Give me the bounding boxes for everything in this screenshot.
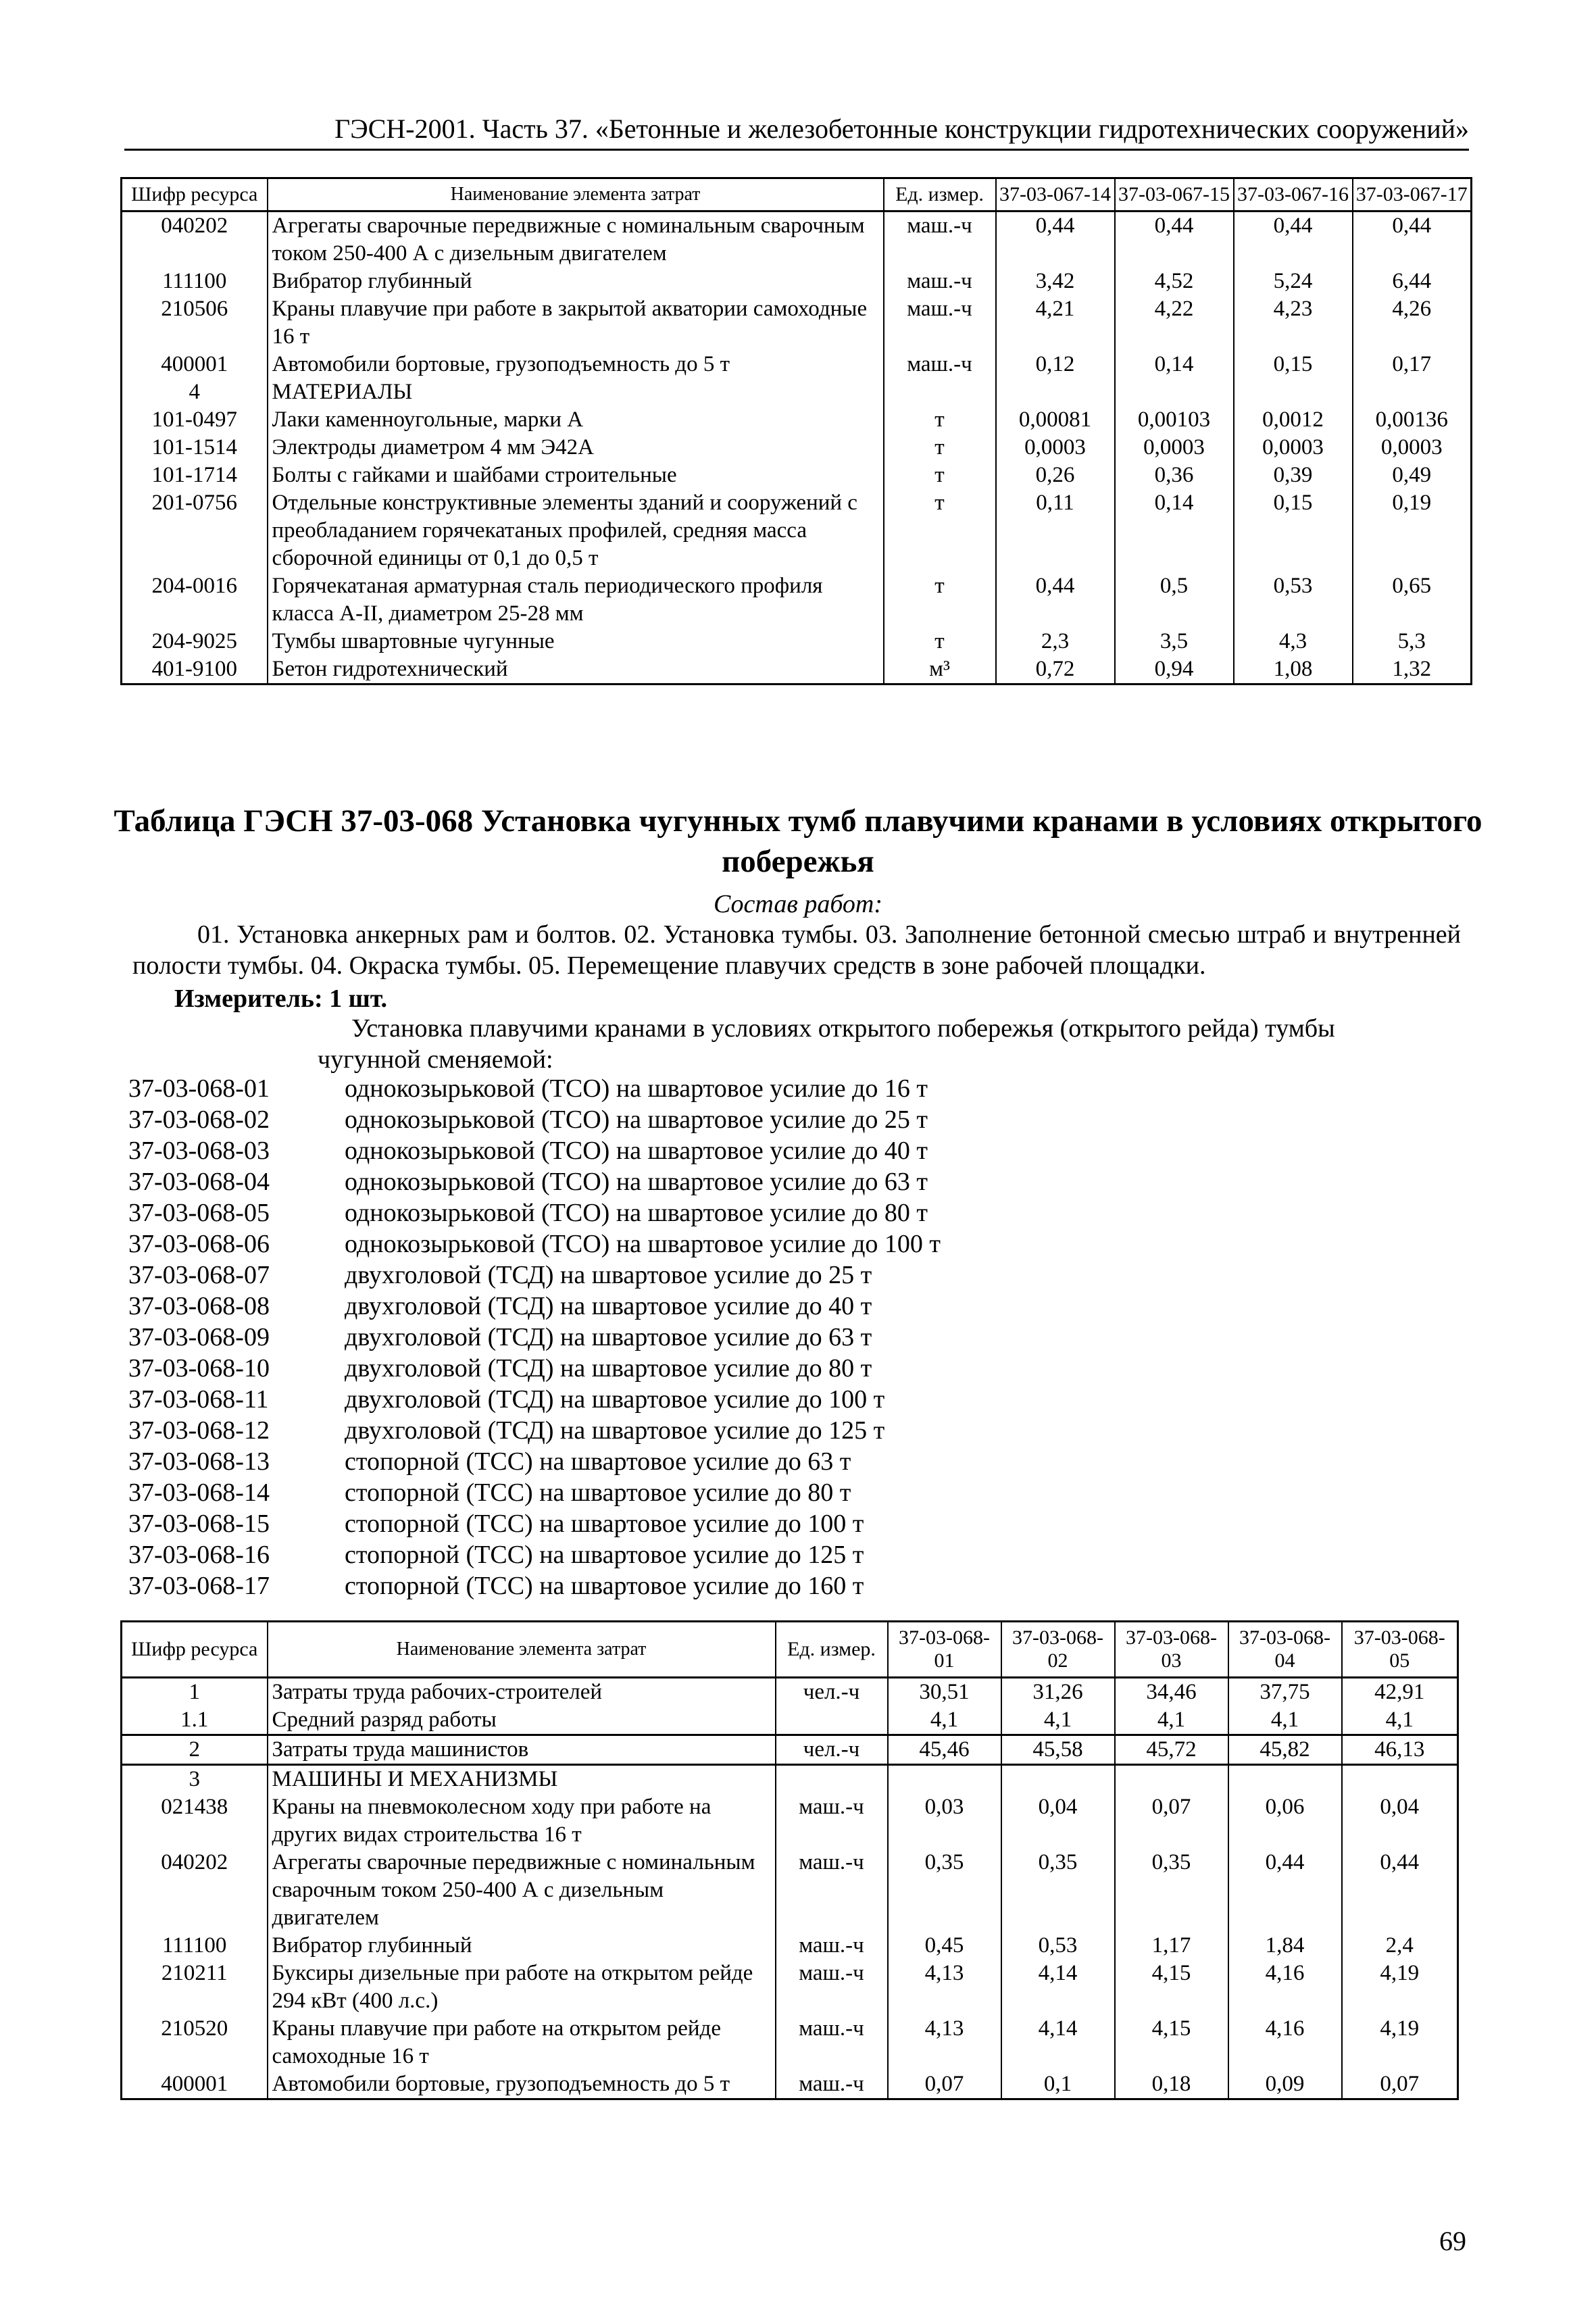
table-row bbox=[122, 489, 1472, 572]
value-cell: 0,00136 bbox=[1353, 406, 1472, 434]
norm-code: 37-03-068-14 bbox=[128, 1478, 270, 1507]
resource-code: 210211 bbox=[122, 1960, 268, 2015]
header-col-2: 37-03-068-02 bbox=[1001, 1622, 1115, 1678]
resource-name: Затраты труда рабочих-строителей bbox=[268, 1678, 776, 1707]
header-col-2: 37-03-067-15 bbox=[1115, 178, 1234, 211]
value-cell: 0,44 bbox=[1353, 211, 1472, 268]
value-cell: 5,24 bbox=[1234, 268, 1353, 295]
list-item bbox=[128, 1477, 941, 1508]
norm-code: 37-03-068-01 bbox=[128, 1074, 270, 1103]
resource-name: Краны плавучие при работе на открытом рейде самоходные 16 т bbox=[268, 2015, 776, 2070]
value-cell: 31,26 bbox=[1001, 1678, 1115, 1707]
table-row bbox=[122, 2070, 1458, 2099]
resource-table-068 bbox=[120, 1620, 1459, 2100]
value-cell: 0,14 bbox=[1115, 351, 1234, 378]
table-row bbox=[122, 1960, 1458, 2015]
unit-cell: т bbox=[884, 628, 996, 655]
norm-description: стопорной (ТСС) на швартовое усилие до 80 т bbox=[345, 1478, 851, 1507]
value-cell: 0,53 bbox=[1001, 1932, 1115, 1960]
value-cell: 0,49 bbox=[1353, 462, 1472, 489]
norm-description: однокозырьковой (ТСО) на швартовое усилие до 16 т bbox=[345, 1074, 928, 1103]
norm-description: однокозырьковой (ТСО) на швартовое усилие до 80 т bbox=[345, 1199, 928, 1227]
resource-code: 1.1 bbox=[122, 1706, 268, 1735]
value-cell: 45,82 bbox=[1228, 1735, 1342, 1765]
value-cell: 0,94 bbox=[1115, 655, 1234, 684]
value-cell: 4,16 bbox=[1228, 2015, 1342, 2070]
table-row bbox=[122, 572, 1472, 628]
resource-name: Горячекатаная арматурная сталь периодического профиля класса А-II, диаметром 25-28 мм bbox=[268, 572, 884, 628]
value-cell: 0,44 bbox=[1234, 211, 1353, 268]
resource-code: 111100 bbox=[122, 268, 268, 295]
value-cell: 0,07 bbox=[1342, 2070, 1458, 2099]
norm-description: двухголовой (ТСД) на швартовое усилие до 40 т bbox=[345, 1292, 872, 1320]
table-row bbox=[122, 1932, 1458, 1960]
value-cell: 0,65 bbox=[1353, 572, 1472, 628]
norm-items-list bbox=[128, 1073, 941, 1601]
table-row bbox=[122, 1678, 1458, 1707]
unit-cell: маш.-ч bbox=[776, 1960, 888, 2015]
norm-code: 37-03-068-07 bbox=[128, 1261, 270, 1289]
section-heading: МАШИНЫ И МЕХАНИЗМЫ bbox=[268, 1765, 776, 1794]
value-cell: 6,44 bbox=[1353, 268, 1472, 295]
work-composition-label: Состав работ: bbox=[713, 890, 883, 918]
header-col-1: 37-03-068-01 bbox=[888, 1622, 1001, 1678]
norm-description: однокозырьковой (ТСО) на швартовое усилие до 63 т bbox=[345, 1168, 928, 1196]
table-row bbox=[122, 2015, 1458, 2070]
resource-name: Агрегаты сварочные передвижные с номинальным сварочным током 250-400 А с дизельным двигателем bbox=[268, 1849, 776, 1932]
unit-cell: т bbox=[884, 434, 996, 462]
value-cell: 0,07 bbox=[888, 2070, 1001, 2099]
unit-cell bbox=[776, 1706, 888, 1735]
value-cell: 0,06 bbox=[1228, 1793, 1342, 1849]
unit-cell bbox=[884, 378, 996, 406]
work-composition: 01. Установка анкерных рам и болтов. 02. Установка тумбы. 03. Заполнение бетонной смесью штраб и внутренней полости тумбы. 04. Окраска тумбы. 05. Перемещение плавучих средств в зоне рабочей площадки. bbox=[132, 920, 1461, 980]
unit-cell: маш.-ч bbox=[776, 2015, 888, 2070]
items-intro: Установка плавучими кранами в условиях открытого побережья (открытого рейда) тумбы чугунной сменяемой: bbox=[318, 1014, 1335, 1074]
list-item bbox=[128, 1353, 941, 1384]
resource-code: 040202 bbox=[122, 211, 268, 268]
header-col-4: 37-03-068-04 bbox=[1228, 1622, 1342, 1678]
section-row bbox=[122, 378, 1472, 406]
unit-cell: м³ bbox=[884, 655, 996, 684]
unit-cell: маш.-ч bbox=[776, 1793, 888, 1849]
table-row bbox=[122, 211, 1472, 268]
norm-code: 37-03-068-12 bbox=[128, 1416, 270, 1445]
resource-code: 400001 bbox=[122, 2070, 268, 2099]
value-cell: 4,1 bbox=[888, 1706, 1001, 1735]
value-cell: 2,3 bbox=[996, 628, 1115, 655]
list-item bbox=[128, 1570, 941, 1601]
table-row bbox=[122, 628, 1472, 655]
value-cell: 4,1 bbox=[1228, 1706, 1342, 1735]
unit-cell: чел.-ч bbox=[776, 1735, 888, 1765]
value-cell: 34,46 bbox=[1115, 1678, 1228, 1707]
value-cell: 3,5 bbox=[1115, 628, 1234, 655]
value-cell: 4,16 bbox=[1228, 1960, 1342, 2015]
value-cell: 45,46 bbox=[888, 1735, 1001, 1765]
header-code: Шифр ресурса bbox=[122, 1622, 268, 1678]
measure-label: Измеритель: bbox=[174, 985, 323, 1013]
value-cell: 0,53 bbox=[1234, 572, 1353, 628]
header-unit: Ед. измер. bbox=[884, 178, 996, 211]
value-cell: 37,75 bbox=[1228, 1678, 1342, 1707]
resource-code: 204-0016 bbox=[122, 572, 268, 628]
value-cell: 0,44 bbox=[1228, 1849, 1342, 1932]
header-col-3: 37-03-068-03 bbox=[1115, 1622, 1228, 1678]
value-cell: 0,72 bbox=[996, 655, 1115, 684]
resource-code: 201-0756 bbox=[122, 489, 268, 572]
value-cell: 0,26 bbox=[996, 462, 1115, 489]
norm-description: однокозырьковой (ТСО) на швартовое усилие до 100 т bbox=[345, 1230, 941, 1258]
resource-name: Болты с гайками и шайбами строительные bbox=[268, 462, 884, 489]
header-name: Наименование элемента затрат bbox=[268, 1622, 776, 1678]
header-name: Наименование элемента затрат bbox=[268, 178, 884, 211]
list-item bbox=[128, 1073, 941, 1104]
header-col-4: 37-03-067-17 bbox=[1353, 178, 1472, 211]
value-cell: 0,44 bbox=[996, 211, 1115, 268]
table-row bbox=[122, 1793, 1458, 1849]
page-number: 69 bbox=[1439, 2226, 1466, 2256]
resource-code: 210506 bbox=[122, 295, 268, 351]
value-cell: 0,5 bbox=[1115, 572, 1234, 628]
list-item bbox=[128, 1415, 941, 1446]
value-cell: 4,23 bbox=[1234, 295, 1353, 351]
value-cell: 0,39 bbox=[1234, 462, 1353, 489]
resource-code: 040202 bbox=[122, 1849, 268, 1932]
norm-code: 37-03-068-15 bbox=[128, 1510, 270, 1538]
value-cell bbox=[1115, 1765, 1228, 1794]
section-row bbox=[122, 1765, 1458, 1794]
value-cell bbox=[1115, 378, 1234, 406]
value-cell: 0,09 bbox=[1228, 2070, 1342, 2099]
value-cell bbox=[1001, 1765, 1115, 1794]
norm-description: стопорной (ТСС) на швартовое усилие до 100 т bbox=[345, 1510, 864, 1538]
norm-description: двухголовой (ТСД) на швартовое усилие до 100 т bbox=[345, 1385, 885, 1414]
unit-cell: т bbox=[884, 489, 996, 572]
value-cell: 30,51 bbox=[888, 1678, 1001, 1707]
table-row bbox=[122, 406, 1472, 434]
value-cell: 4,14 bbox=[1001, 1960, 1115, 2015]
table-row bbox=[122, 268, 1472, 295]
value-cell: 46,13 bbox=[1342, 1735, 1458, 1765]
unit-cell: т bbox=[884, 572, 996, 628]
norm-description: двухголовой (ТСД) на швартовое усилие до 80 т bbox=[345, 1354, 872, 1383]
value-cell: 0,18 bbox=[1115, 2070, 1228, 2099]
norm-description: стопорной (ТСС) на швартовое усилие до 125 т bbox=[345, 1541, 864, 1569]
resource-code: 101-0497 bbox=[122, 406, 268, 434]
value-cell: 4,26 bbox=[1353, 295, 1472, 351]
norm-description: двухголовой (ТСД) на швартовое усилие до 125 т bbox=[345, 1416, 885, 1445]
list-item bbox=[128, 1508, 941, 1539]
value-cell: 4,13 bbox=[888, 2015, 1001, 2070]
value-cell: 4,15 bbox=[1115, 1960, 1228, 2015]
resource-name: Бетон гидротехнический bbox=[268, 655, 884, 684]
unit-cell: маш.-ч bbox=[884, 351, 996, 378]
list-item bbox=[128, 1166, 941, 1197]
list-item bbox=[128, 1104, 941, 1135]
value-cell bbox=[996, 378, 1115, 406]
table-row bbox=[122, 1849, 1458, 1932]
value-cell: 5,3 bbox=[1353, 628, 1472, 655]
value-cell: 0,44 bbox=[1342, 1849, 1458, 1932]
value-cell: 1,17 bbox=[1115, 1932, 1228, 1960]
norm-description: однокозырьковой (ТСО) на швартовое усилие до 40 т bbox=[345, 1137, 928, 1165]
value-cell: 4,19 bbox=[1342, 2015, 1458, 2070]
header-unit: Ед. измер. bbox=[776, 1622, 888, 1678]
value-cell: 0,44 bbox=[1115, 211, 1234, 268]
value-cell: 0,14 bbox=[1115, 489, 1234, 572]
value-cell: 0,45 bbox=[888, 1932, 1001, 1960]
norm-code: 37-03-068-02 bbox=[128, 1105, 270, 1134]
value-cell: 0,11 bbox=[996, 489, 1115, 572]
value-cell: 3,42 bbox=[996, 268, 1115, 295]
value-cell: 4,21 bbox=[996, 295, 1115, 351]
unit-cell: маш.-ч bbox=[776, 1932, 888, 1960]
value-cell: 4,15 bbox=[1115, 2015, 1228, 2070]
value-cell: 0,1 bbox=[1001, 2070, 1115, 2099]
resource-name: Краны плавучие при работе в закрытой акватории самоходные 16 т bbox=[268, 295, 884, 351]
value-cell: 4,13 bbox=[888, 1960, 1001, 2015]
value-cell: 1,32 bbox=[1353, 655, 1472, 684]
norm-code: 37-03-068-16 bbox=[128, 1541, 270, 1569]
resource-name: Затраты труда машинистов bbox=[268, 1735, 776, 1765]
unit-cell: маш.-ч bbox=[884, 211, 996, 268]
resource-code: 3 bbox=[122, 1765, 268, 1794]
value-cell: 0,19 bbox=[1353, 489, 1472, 572]
unit-cell bbox=[776, 1765, 888, 1794]
list-item bbox=[128, 1135, 941, 1166]
value-cell: 0,36 bbox=[1115, 462, 1234, 489]
resource-name: Электроды диаметром 4 мм Э42А bbox=[268, 434, 884, 462]
resource-name: Автомобили бортовые, грузоподъемность до 5 т bbox=[268, 351, 884, 378]
resource-code: 210520 bbox=[122, 2015, 268, 2070]
table-header-row bbox=[122, 1622, 1458, 1678]
norm-description: стопорной (ТСС) на швартовое усилие до 160 т bbox=[345, 1572, 864, 1600]
running-header: ГЭСН-2001. Часть 37. «Бетонные и железобетонные конструкции гидротехнических сооружений» bbox=[124, 112, 1469, 151]
unit-cell: маш.-ч bbox=[776, 2070, 888, 2099]
resource-name: Тумбы швартовные чугунные bbox=[268, 628, 884, 655]
norm-code: 37-03-068-10 bbox=[128, 1354, 270, 1383]
resource-code: 400001 bbox=[122, 351, 268, 378]
value-cell: 0,15 bbox=[1234, 351, 1353, 378]
value-cell: 0,04 bbox=[1001, 1793, 1115, 1849]
list-item bbox=[128, 1539, 941, 1570]
unit-cell: т bbox=[884, 406, 996, 434]
norm-code: 37-03-068-03 bbox=[128, 1137, 270, 1165]
value-cell: 4,3 bbox=[1234, 628, 1353, 655]
resource-code: 2 bbox=[122, 1735, 268, 1765]
header-col-5: 37-03-068-05 bbox=[1342, 1622, 1458, 1678]
value-cell: 0,12 bbox=[996, 351, 1115, 378]
norm-code: 37-03-068-06 bbox=[128, 1230, 270, 1258]
value-cell: 0,0003 bbox=[1115, 434, 1234, 462]
norm-code: 37-03-068-11 bbox=[128, 1385, 269, 1414]
value-cell: 0,17 bbox=[1353, 351, 1472, 378]
norm-code: 37-03-068-09 bbox=[128, 1323, 270, 1351]
table-row bbox=[122, 434, 1472, 462]
value-cell: 4,22 bbox=[1115, 295, 1234, 351]
value-cell: 0,35 bbox=[1115, 1849, 1228, 1932]
list-item bbox=[128, 1291, 941, 1322]
resource-code: 401-9100 bbox=[122, 655, 268, 684]
value-cell: 0,00081 bbox=[996, 406, 1115, 434]
table-row bbox=[122, 655, 1472, 684]
value-cell: 1,84 bbox=[1228, 1932, 1342, 1960]
table-header-row bbox=[122, 178, 1472, 211]
value-cell: 45,58 bbox=[1001, 1735, 1115, 1765]
resource-name: Отдельные конструктивные элементы зданий и сооружений с преобладанием горячекатаных профилей, средняя масса сборочной единицы от 0,1 до 0,5 т bbox=[268, 489, 884, 572]
resource-code: 111100 bbox=[122, 1932, 268, 1960]
value-cell bbox=[1234, 378, 1353, 406]
value-cell: 4,1 bbox=[1001, 1706, 1115, 1735]
norm-description: стопорной (ТСС) на швартовое усилие до 63 т bbox=[345, 1447, 851, 1476]
value-cell: 2,4 bbox=[1342, 1932, 1458, 1960]
list-item bbox=[128, 1197, 941, 1228]
list-item bbox=[128, 1260, 941, 1291]
value-cell: 0,0003 bbox=[1353, 434, 1472, 462]
resource-name: Буксиры дизельные при работе на открытом рейде 294 кВт (400 л.с.) bbox=[268, 1960, 776, 2015]
value-cell: 0,35 bbox=[1001, 1849, 1115, 1932]
table-row bbox=[122, 462, 1472, 489]
value-cell bbox=[1342, 1765, 1458, 1794]
section-heading: МАТЕРИАЛЫ bbox=[268, 378, 884, 406]
resource-name: Средний разряд работы bbox=[268, 1706, 776, 1735]
value-cell: 4,19 bbox=[1342, 1960, 1458, 2015]
resource-name: Вибратор глубинный bbox=[268, 268, 884, 295]
value-cell: 45,72 bbox=[1115, 1735, 1228, 1765]
value-cell: 4,52 bbox=[1115, 268, 1234, 295]
list-item bbox=[128, 1322, 941, 1353]
value-cell: 0,03 bbox=[888, 1793, 1001, 1849]
table-row bbox=[122, 351, 1472, 378]
measure bbox=[174, 983, 387, 1014]
unit-cell: чел.-ч bbox=[776, 1678, 888, 1707]
value-cell bbox=[888, 1765, 1001, 1794]
value-cell bbox=[1353, 378, 1472, 406]
header-col-3: 37-03-067-16 bbox=[1234, 178, 1353, 211]
resource-code: 204-9025 bbox=[122, 628, 268, 655]
value-cell bbox=[1228, 1765, 1342, 1794]
list-item bbox=[128, 1228, 941, 1260]
value-cell: 0,0012 bbox=[1234, 406, 1353, 434]
resource-code: 4 bbox=[122, 378, 268, 406]
value-cell: 4,1 bbox=[1342, 1706, 1458, 1735]
value-cell: 0,0003 bbox=[996, 434, 1115, 462]
list-item bbox=[128, 1384, 941, 1415]
value-cell: 0,44 bbox=[996, 572, 1115, 628]
norm-description: однокозырьковой (ТСО) на швартовое усилие до 25 т bbox=[345, 1105, 928, 1134]
norm-description: двухголовой (ТСД) на швартовое усилие до 63 т bbox=[345, 1323, 872, 1351]
resource-code: 1 bbox=[122, 1678, 268, 1707]
table-row bbox=[122, 1706, 1458, 1735]
value-cell: 0,00103 bbox=[1115, 406, 1234, 434]
norm-code: 37-03-068-13 bbox=[128, 1447, 270, 1476]
value-cell: 4,14 bbox=[1001, 2015, 1115, 2070]
measure-value: 1 шт. bbox=[329, 985, 388, 1013]
header-col-1: 37-03-067-14 bbox=[996, 178, 1115, 211]
table-row bbox=[122, 1735, 1458, 1765]
unit-cell: т bbox=[884, 462, 996, 489]
norm-code: 37-03-068-17 bbox=[128, 1572, 270, 1600]
resource-name: Агрегаты сварочные передвижные с номинальным сварочным током 250-400 А с дизельным двигателем bbox=[268, 211, 884, 268]
value-cell: 42,91 bbox=[1342, 1678, 1458, 1707]
list-item bbox=[128, 1446, 941, 1477]
value-cell: 0,04 bbox=[1342, 1793, 1458, 1849]
norm-code: 37-03-068-08 bbox=[128, 1292, 270, 1320]
unit-cell: маш.-ч bbox=[884, 268, 996, 295]
unit-cell: маш.-ч bbox=[776, 1849, 888, 1932]
value-cell: 1,08 bbox=[1234, 655, 1353, 684]
resource-table-067 bbox=[120, 177, 1472, 685]
value-cell: 0,35 bbox=[888, 1849, 1001, 1932]
table-row bbox=[122, 295, 1472, 351]
resource-code: 101-1514 bbox=[122, 434, 268, 462]
resource-code: 021438 bbox=[122, 1793, 268, 1849]
resource-name: Лаки каменноугольные, марки А bbox=[268, 406, 884, 434]
section-title: Таблица ГЭСН 37-03-068 Установка чугунных тумб плавучими кранами в условиях открытого побережья bbox=[114, 803, 1482, 879]
value-cell: 4,1 bbox=[1115, 1706, 1228, 1735]
value-cell: 0,15 bbox=[1234, 489, 1353, 572]
header-code: Шифр ресурса bbox=[122, 178, 268, 211]
resource-code: 101-1714 bbox=[122, 462, 268, 489]
resource-name: Вибратор глубинный bbox=[268, 1932, 776, 1960]
resource-name: Краны на пневмоколесном ходу при работе на других видах строительства 16 т bbox=[268, 1793, 776, 1849]
unit-cell: маш.-ч bbox=[884, 295, 996, 351]
resource-name: Автомобили бортовые, грузоподъемность до 5 т bbox=[268, 2070, 776, 2099]
norm-code: 37-03-068-04 bbox=[128, 1168, 270, 1196]
norm-description: двухголовой (ТСД) на швартовое усилие до 25 т bbox=[345, 1261, 872, 1289]
value-cell: 0,07 bbox=[1115, 1793, 1228, 1849]
value-cell: 0,0003 bbox=[1234, 434, 1353, 462]
norm-code: 37-03-068-05 bbox=[128, 1199, 270, 1227]
